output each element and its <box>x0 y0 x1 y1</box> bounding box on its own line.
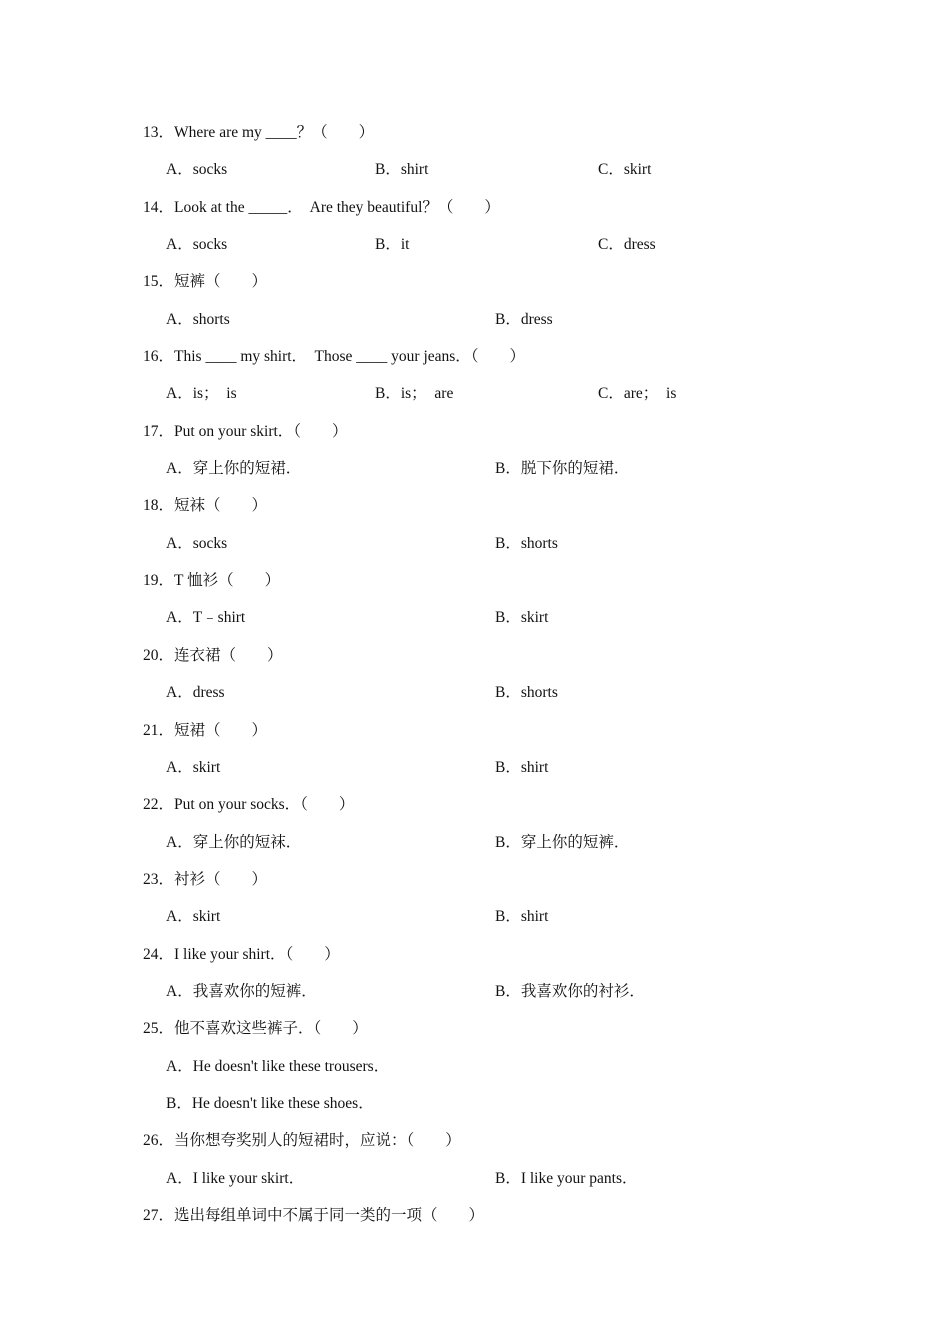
question-stem: Put on your socks．（ ） <box>174 796 355 814</box>
question-stem: Look at the _____． Are they beautiful？（ ） <box>174 198 500 216</box>
options-20 <box>0 674 950 711</box>
option-a <box>166 226 227 263</box>
option-a <box>166 1048 389 1085</box>
option-label: A． <box>166 385 193 403</box>
options-15 <box>0 301 950 338</box>
question-line <box>143 562 280 599</box>
option-label: B． <box>495 908 521 926</box>
question-16 <box>0 338 950 375</box>
question-line <box>143 487 267 524</box>
option-label: A． <box>166 908 193 926</box>
question-number: 14． <box>143 198 175 216</box>
option-text: 穿上你的短袜． <box>192 833 302 851</box>
option-a <box>166 525 227 562</box>
option-a <box>166 301 230 338</box>
option-label: A． <box>166 609 193 627</box>
question-number: 20． <box>143 646 175 664</box>
question-stem: 衬衫（ ） <box>174 870 268 888</box>
option-text: skirt <box>192 908 221 926</box>
option-b <box>495 599 548 636</box>
option-text: it <box>400 236 410 254</box>
option-b <box>495 749 548 786</box>
option-a <box>166 151 227 188</box>
question-number: 27． <box>143 1206 175 1224</box>
question-18 <box>0 487 950 524</box>
option-a <box>166 824 301 861</box>
question-stem: Where are my ____？（ ） <box>174 124 375 141</box>
option-label: A． <box>166 236 193 254</box>
question-27 <box>0 1197 950 1234</box>
option-label: A． <box>166 1057 193 1075</box>
option-label: B． <box>495 758 521 776</box>
option-a <box>166 1160 304 1197</box>
question-21 <box>0 712 950 749</box>
question-number: 18． <box>143 497 175 515</box>
option-text: 我喜欢你的衬衫． <box>520 982 645 1000</box>
option-text: are； is <box>623 385 677 403</box>
question-line <box>143 861 267 898</box>
option-label: A． <box>166 1169 193 1187</box>
option-a <box>166 674 225 711</box>
option-label: B． <box>375 385 401 403</box>
option-b <box>495 973 645 1010</box>
question-20 <box>0 637 950 674</box>
option-text: shorts <box>192 310 230 328</box>
option-c <box>598 226 656 263</box>
option-label: A． <box>166 161 193 179</box>
option-b <box>375 375 453 412</box>
question-line <box>143 936 340 973</box>
option-label: A． <box>166 982 193 1000</box>
option-text: 脱下你的短裙． <box>520 460 630 478</box>
option-a <box>166 973 317 1010</box>
option-c <box>598 151 651 188</box>
option-text: shirt <box>400 161 429 179</box>
question-number: 16． <box>143 348 175 366</box>
option-label: B． <box>495 1169 521 1187</box>
question-number: 25． <box>143 1020 175 1038</box>
question-stem: 短袜（ ） <box>174 497 268 515</box>
option-c <box>598 375 676 412</box>
option-b <box>495 824 629 861</box>
options-18 <box>0 525 950 562</box>
option-b <box>495 450 629 487</box>
question-line <box>143 413 348 450</box>
question-number: 13． <box>143 124 175 141</box>
question-line <box>143 189 500 226</box>
option-text: skirt <box>192 758 221 776</box>
option-a <box>166 898 220 935</box>
option-text: socks <box>192 161 228 179</box>
option-label: A． <box>166 534 193 552</box>
question-line <box>143 338 525 375</box>
question-line <box>143 1197 484 1234</box>
option-b <box>495 525 558 562</box>
question-stem: This ____ my shirt． Those ____ your jeans．（ ） <box>174 348 526 366</box>
option-text: dress <box>623 236 656 254</box>
question-stem: 短裙（ ） <box>174 721 268 739</box>
question-13 <box>0 114 950 151</box>
option-b <box>375 226 409 263</box>
option-label: B． <box>495 982 521 1000</box>
option-a <box>166 450 301 487</box>
option-text: 我喜欢你的短裤． <box>192 982 317 1000</box>
question-line <box>143 1122 461 1159</box>
options-26 <box>0 1160 950 1197</box>
question-line <box>143 1010 368 1047</box>
question-line <box>143 637 283 674</box>
option-label: B． <box>495 684 521 702</box>
options-19 <box>0 599 950 636</box>
question-number: 19． <box>143 572 175 590</box>
option-label: A． <box>166 758 193 776</box>
option-text: 穿上你的短裤． <box>520 833 630 851</box>
option-a <box>166 599 245 636</box>
option-text: He doesn't like these trousers． <box>192 1057 390 1075</box>
option-label: A． <box>166 460 193 478</box>
options-21 <box>0 749 950 786</box>
option-label: B． <box>375 161 401 179</box>
option-text: 穿上你的短裙． <box>192 460 302 478</box>
question-stem: 他不喜欢这些裤子．（ ） <box>174 1020 368 1038</box>
option-b <box>166 1085 374 1122</box>
question-15 <box>0 263 950 300</box>
question-number: 17． <box>143 422 175 440</box>
question-25 <box>0 1010 950 1047</box>
option-label: B． <box>495 833 521 851</box>
question-stem: T 恤衫（ ） <box>174 572 281 590</box>
option-text: I like your pants． <box>520 1169 638 1187</box>
option-label: B． <box>375 236 401 254</box>
question-line <box>143 786 354 823</box>
question-number: 15． <box>143 273 175 291</box>
option-text: skirt <box>623 161 652 179</box>
question-number: 23． <box>143 870 175 888</box>
options-24 <box>0 973 950 1010</box>
question-stem: Put on your skirt．（ ） <box>174 422 348 440</box>
options-16 <box>0 375 950 412</box>
option-label: A． <box>166 310 193 328</box>
option-text: is； are <box>400 385 454 403</box>
option-text: T﹣shirt <box>192 609 246 627</box>
option-b <box>495 1160 638 1197</box>
question-24 <box>0 936 950 973</box>
options-13 <box>0 151 950 188</box>
option-text: shorts <box>520 534 558 552</box>
option-text: dress <box>192 684 225 702</box>
option-text: I like your skirt． <box>192 1169 305 1187</box>
option-text: is； is <box>192 385 237 403</box>
options-25-a <box>0 1048 950 1085</box>
option-text: shorts <box>520 684 558 702</box>
option-label: B． <box>495 534 521 552</box>
option-a <box>166 749 220 786</box>
option-text: shirt <box>520 908 549 926</box>
question-stem: 当你想夸奖别人的短裙时，应说：（ ） <box>174 1132 461 1150</box>
option-b <box>495 301 553 338</box>
option-text: socks <box>192 534 228 552</box>
option-text: He doesn't like these shoes． <box>191 1094 374 1112</box>
options-25-b <box>0 1085 950 1122</box>
option-b <box>495 898 548 935</box>
question-number: 24． <box>143 945 175 963</box>
options-14 <box>0 226 950 263</box>
option-label: B． <box>166 1094 192 1112</box>
question-14 <box>0 189 950 226</box>
question-line <box>143 263 267 300</box>
question-line <box>143 712 267 749</box>
option-text: dress <box>520 310 553 328</box>
option-label: B． <box>495 609 521 627</box>
options-23 <box>0 898 950 935</box>
question-stem: 短裤（ ） <box>174 273 268 291</box>
question-number: 21． <box>143 721 175 739</box>
option-b <box>375 151 428 188</box>
worksheet-page <box>0 114 950 1234</box>
option-a <box>166 375 237 412</box>
question-23 <box>0 861 950 898</box>
question-17 <box>0 413 950 450</box>
option-label: B． <box>495 310 521 328</box>
question-line <box>143 114 374 151</box>
question-stem: I like your shirt．（ ） <box>174 945 340 963</box>
question-22 <box>0 786 950 823</box>
question-19 <box>0 562 950 599</box>
option-text: socks <box>192 236 228 254</box>
question-number: 22． <box>143 796 175 814</box>
question-stem: 连衣裙（ ） <box>174 646 283 664</box>
option-label: A． <box>166 833 193 851</box>
option-label: B． <box>495 460 521 478</box>
option-label: A． <box>166 684 193 702</box>
option-label: C． <box>598 236 624 254</box>
options-17 <box>0 450 950 487</box>
options-22 <box>0 824 950 861</box>
question-26 <box>0 1122 950 1159</box>
question-number: 26． <box>143 1132 175 1150</box>
option-text: shirt <box>520 758 549 776</box>
option-label: C． <box>598 385 624 403</box>
question-stem: 选出每组单词中不属于同一类的一项（ ） <box>174 1206 485 1224</box>
option-label: C． <box>598 161 624 179</box>
option-text: skirt <box>520 609 549 627</box>
option-b <box>495 674 558 711</box>
